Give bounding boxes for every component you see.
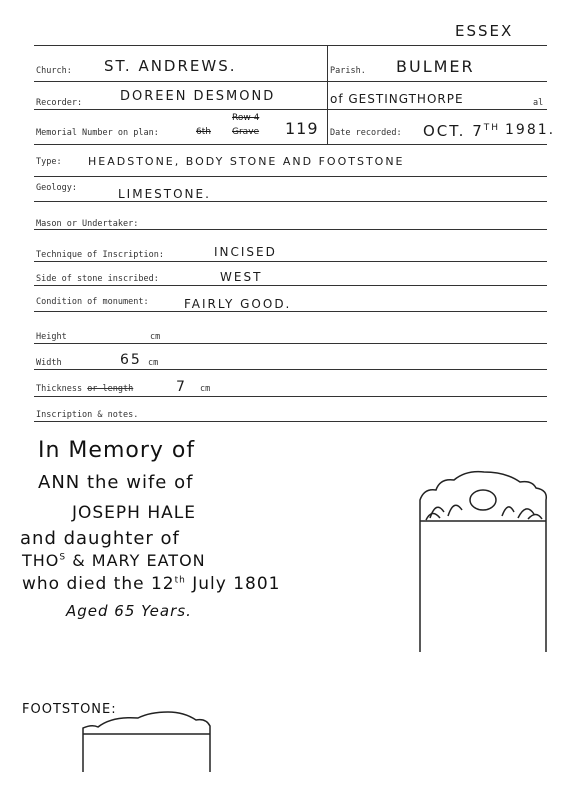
mason-label: Mason or Undertaker:	[36, 219, 139, 229]
inscription-line: ANN the wife of	[38, 472, 194, 493]
date-recorded-year: 1981.	[505, 122, 556, 138]
memorial-number-label: Memorial Number on plan:	[36, 128, 159, 138]
recorder-label: Recorder:	[36, 98, 83, 108]
inscription-label: Inscription & notes.	[36, 410, 139, 420]
geology-label: Geology:	[36, 183, 77, 193]
width-label: Width	[36, 358, 62, 368]
county-heading: ESSEX	[455, 22, 514, 40]
church-value: ST. ANDREWS.	[104, 57, 237, 75]
inscription-line: $THO^S$ & MARY EATON	[22, 551, 206, 570]
headstone-sketch-icon	[420, 472, 546, 652]
memorial-struck-row: Row 4	[232, 113, 260, 123]
date-recorded-value: OCT. 7TH	[423, 122, 501, 140]
thickness-label: Thickness or length	[36, 384, 134, 394]
footstone-label: FOOTSTONE:	[22, 702, 117, 717]
side-value: WEST	[220, 270, 263, 284]
recorder-suffix: al	[533, 98, 544, 108]
technique-label: Technique of Inscription:	[36, 250, 164, 260]
condition-value: FAIRLY GOOD.	[184, 297, 292, 311]
type-label: Type:	[36, 157, 62, 167]
condition-label: Condition of monument:	[36, 297, 149, 307]
memorial-struck-b: Grave	[232, 127, 260, 137]
width-value: 65	[120, 352, 142, 368]
memorial-number-value: 119	[285, 119, 319, 138]
inscription-line: who died the 12th July 1801	[22, 574, 281, 594]
parish-value: BULMER	[396, 57, 475, 76]
geology-value: LIMESTONE.	[118, 187, 211, 201]
recorder-value: DOREEN DESMOND	[120, 89, 276, 104]
height-unit: cm	[150, 332, 161, 342]
date-recorded-label: Date recorded:	[330, 128, 402, 138]
side-label: Side of stone inscribed:	[36, 274, 159, 284]
recorder-of-value: of GESTINGTHORPE	[330, 92, 464, 106]
inscription-line: and daughter of	[20, 528, 180, 549]
thickness-unit: cm	[200, 384, 211, 394]
thickness-value: 7	[176, 379, 187, 395]
inscription-line: JOSEPH HALE	[72, 503, 196, 523]
memorial-struck-a: 6th	[196, 127, 211, 137]
width-unit: cm	[148, 358, 159, 368]
footstone-sketch-icon	[83, 712, 210, 772]
inscription-line: Aged 65 Years.	[66, 602, 192, 620]
height-label: Height	[36, 332, 67, 342]
inscription-line: In Memory of	[38, 438, 196, 463]
technique-value: INCISED	[214, 245, 277, 259]
parish-label: Parish.	[330, 66, 366, 76]
church-label: Church:	[36, 66, 72, 76]
type-value: HEADSTONE, BODY STONE AND FOOTSTONE	[88, 155, 405, 168]
